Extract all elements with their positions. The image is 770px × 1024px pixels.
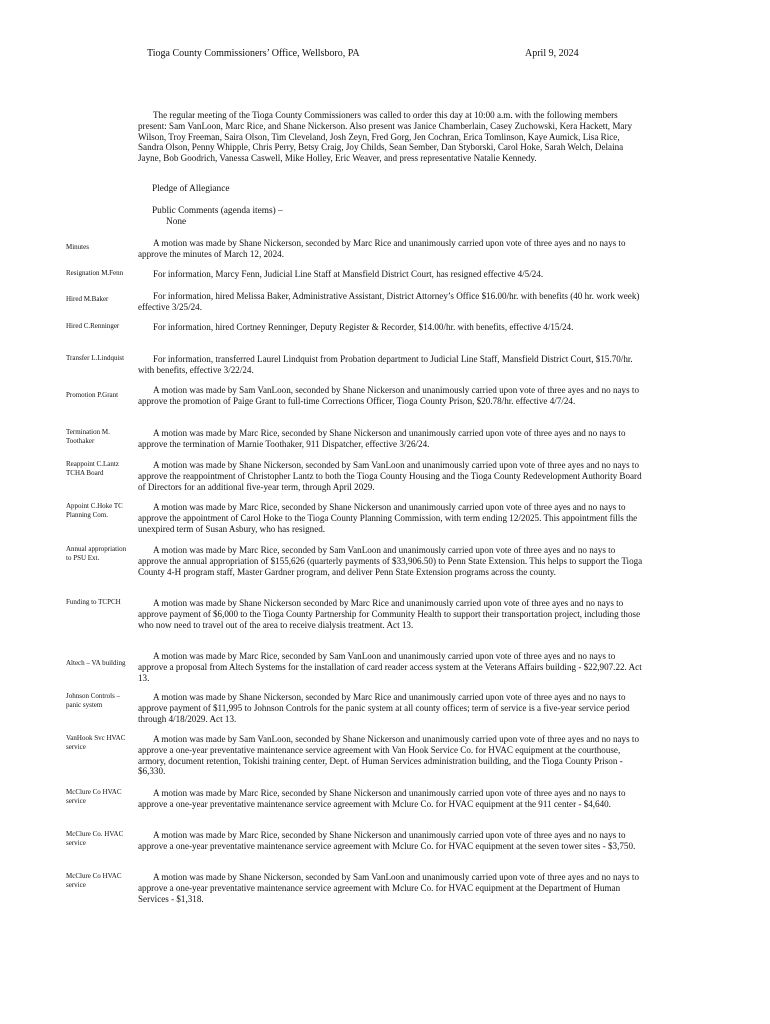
entry-text: A motion was made by Marc Rice, seconded by Shane Nickerson and unanimously carried upon vote of three ayes and no nays to approve the appointment of Carol Hoke to the Tioga County Planning Commission, with term ending 12/2025. This appointment fills the unexpired term of Susan Asbury, who has resigned. — [138, 502, 638, 534]
entry-label: VanHook Svc HVAC service — [66, 734, 126, 751]
intro-paragraph: The regular meeting of the Tioga County Commissioners was called to order this day at 10:00 a.m. with the following members present: Sam VanLoon, Marc Rice, and Shane Nickerson. Also present was Janice Chamberlain, Casey Zuchowski, Kera Hackett, Mary Wilson, Troy Freeman, Saira Olson, Tim Cleveland, Josh Zeyn, Fred Gorg, Jen Cochran, Erica Tomlinson, Kaye Aumick, Lisa Rice, Sandra Olson, Penny Whipple, Chris Perry, Betsy Craig, Joy Childs, Sean Sember, Dan Styborski, Carol Hoke, Sarah Welch, Delaina Jayne, Bob Goodrich, Vanessa Caswell, Mike Holley, Eric Weaver, and press representative Natalie Kennedy. — [138, 110, 633, 164]
entry-label: Appoint C.Hoke TC Planning Com. — [66, 502, 123, 519]
header-office: Tioga County Commissioners’ Office, Wellsboro, PA — [147, 48, 360, 59]
header-date: April 9, 2024 — [525, 48, 579, 59]
entry-label: Hired C.Renninger — [66, 322, 120, 330]
entry-text: A motion was made by Marc Rice, seconded by Shane Nickerson and unanimously carried upon vote of three ayes and no nays to approve the termination of Marnie Toothaker, 911 Dispatcher, effective 3/26/24. — [138, 428, 626, 449]
public-comments-line: Public Comments (agenda items) – — [152, 206, 283, 216]
entry-text: A motion was made by Shane Nickerson seconded by Marc Rice and unanimously carried upon vote of three ayes and no nays to approve payment of $6,000 to the Tioga County Partnership for Community Health to support their transportation project, including those who now need to travel out of the area to receive dialysis treatment. Act 13. — [138, 598, 641, 630]
entry-text: A motion was made by Shane Nickerson, seconded by Sam VanLoon and unanimously carried upon vote of three ayes and no nays to approve the reappointment of Christopher Lantz to both the Tioga County Housing and the Tioga County Redevelopment Authority Board of Directors for an additional five-year term, through April 2029. — [138, 460, 642, 492]
entry-label: Transfer L.Lindquist — [66, 354, 125, 362]
entry-text: A motion was made by Shane Nickerson, seconded by Sam VanLoon and unanimously carried upon vote of three ayes and no nays to approve a one-year preventative maintenance service agreement with Mclure Co. for HVAC equipment at the Department of Human Services - $1,318. — [138, 872, 639, 904]
entry-text: A motion was made by Marc Rice, seconded by Sam VanLoon and unanimously carried upon vote of three ayes and no nays to approve the annual appropriation of $155,626 (quarterly payments of $33,906.50) to Penn State Extension. This helps to support the Tioga County 4-H program staff, Master Gardner program, and deliver Penn State Extension programs across the county. — [138, 545, 643, 577]
entry-text: A motion was made by Sam VanLoon, seconded by Shane Nickerson and unanimously carried upon vote of three ayes and no nays to approve the promotion of Paige Grant to full-time Corrections Officer, Tioga County Prison, $20.78/hr. effective 4/7/24. — [138, 385, 639, 406]
public-comments-none: None — [166, 217, 187, 227]
entry-label: Altech – VA building — [66, 659, 126, 667]
pledge-line: Pledge of Allegiance — [152, 184, 230, 194]
entry-label: Funding to TCPCH — [66, 598, 121, 606]
entry-text: A motion was made by Marc Rice, seconded by Sam VanLoon and unanimously carried upon vote of three ayes and no nays to approve a proposal from Altech Systems for the installation of card reader access system at the Veterans Affairs building - $22,907.22. Act 13. — [138, 651, 642, 683]
entry-text: A motion was made by Marc Rice, seconded by Shane Nickerson and unanimously carried upon vote of three ayes and no nays to approve a one-year preventative maintenance service agreement with Mclure Co. for HVAC equipment at the seven tower sites - $3,750. — [138, 830, 636, 851]
entry-label: Termination M. Toothaker — [66, 428, 110, 445]
entry-text: A motion was made by Shane Nickerson, seconded by Marc Rice and unanimously carried upon vote of three ayes and no nays to approve the minutes of March 12, 2024. — [138, 238, 626, 259]
entry-label: Resignation M.Fenn — [66, 269, 124, 277]
entry-text: For information, Marcy Fenn, Judicial Line Staff at Mansfield District Court, has resigned effective 4/5/24. — [153, 269, 544, 279]
entry-text: A motion was made by Marc Rice, seconded by Shane Nickerson and unanimously carried upon vote of three ayes and no nays to approve a one-year preventative maintenance service agreement with Mclure Co. for HVAC equipment at the 911 center - $4,640. — [138, 788, 626, 809]
entry-label: Promotion P.Grant — [66, 391, 119, 399]
entry-label: Hired M.Baker — [66, 295, 109, 303]
entry-label: Johnson Controls – panic system — [66, 692, 121, 709]
entry-text: For information, hired Melissa Baker, Administrative Assistant, District Attorney’s Office $16.00/hr. with benefits (40 hr. work week) effective 3/25/24. — [138, 291, 640, 312]
entry-label: Minutes — [66, 243, 89, 251]
entry-text: For information, transferred Laurel Lindquist from Probation department to Judicial Line Staff, Mansfield District Court, $15.70/hr. with benefits, effective 3/22/24. — [138, 354, 633, 375]
entry-label: McClure Co HVAC service — [66, 872, 122, 889]
entry-label: Reappoint C.Lantz TCHA Board — [66, 460, 119, 477]
entry-text: For information, hired Cortney Renninger, Deputy Register & Recorder, $14.00/hr. with benefits, effective 4/15/24. — [153, 322, 574, 332]
entry-text: A motion was made by Sam VanLoon, seconded by Shane Nickerson and unanimously carried upon vote of three ayes and no nays to approve a one-year preventative maintenance service agreement with Van Hook Service Co. for HVAC equipment at the courthouse, armory, document retention, Tokishi training center, Dept. of Human Services administration building, and the Tioga County Prison - $6,330. — [138, 734, 639, 777]
entry-label: McClure Co HVAC service — [66, 788, 122, 805]
entry-label: McClure Co. HVAC service — [66, 830, 124, 847]
entry-label: Annual appropriation to PSU Ext. — [66, 545, 127, 562]
entry-text: A motion was made by Shane Nickerson, seconded by Marc Rice and unanimously carried upon vote of three ayes and no nays to approve payment of $11,995 to Johnson Controls for the panic system at all county offices; term of service is a five-year service period through 4/18/2029. Act 13. — [138, 692, 630, 724]
